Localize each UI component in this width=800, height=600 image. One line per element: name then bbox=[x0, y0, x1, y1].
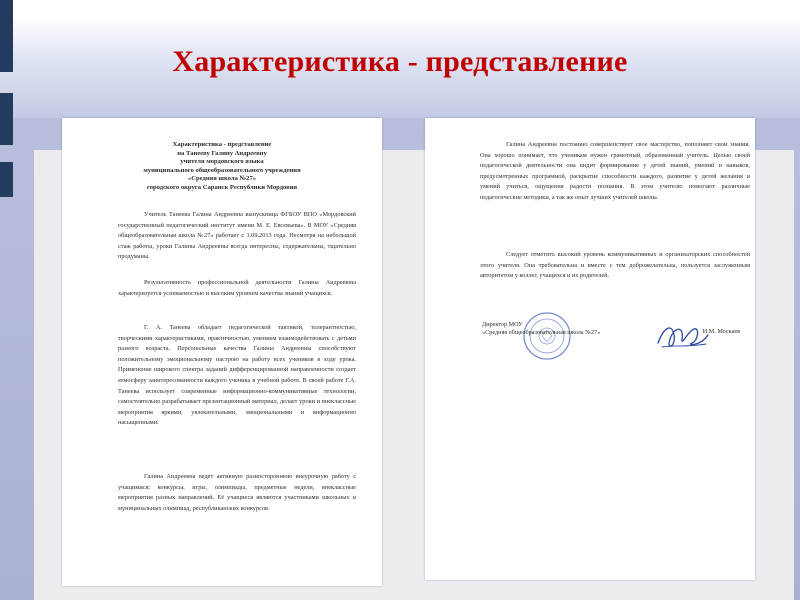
slide-title: Характеристика - представление bbox=[172, 45, 628, 78]
paragraph: Следует отметить высокий уровень коммуникативных и организаторских способностей этого учителя. Она требовательна и вместе с тем доброжелательна, пользуется заслуженным авторитетом у коллег, учащихся и их родителей. bbox=[480, 251, 750, 280]
signer-position-line: Директор МОУ bbox=[482, 321, 523, 328]
paragraph: Г. А. Танеева обладает педагогической тактикой, толерантностью, творческими характеристиками, практичностью, умением взаимодействовать с детьми разного возраста. Персональные качества Галины Андреевны способствуют положительному эмоциональному настрою на работу всех учеников в ходе урока. Применение широкого спектра заданий дифференцированной направленности создает атмосферу заинтересованности каждого ученика в учебной работе. В своей работе Г.А. Танеева использует современные информационно-коммуникативные технологии, самостоятельно разрабатывает презентационный материал, делает уроки и внеклассные мероприятия яркими, увлекательными, эмоциональными и информационно насыщенными. bbox=[118, 324, 356, 427]
header-line: городского округа Саранск Республики Мордовия bbox=[146, 183, 298, 191]
signer-name: И.М. Москаев bbox=[702, 328, 740, 335]
header-line: Характеристика - представление bbox=[172, 141, 272, 148]
signer-position bbox=[482, 321, 632, 337]
document-page-1 bbox=[62, 118, 382, 586]
header-line: «Средняя школа №27» bbox=[187, 175, 257, 183]
left-bar-2 bbox=[0, 93, 13, 145]
left-decoration bbox=[0, 0, 14, 600]
document-header bbox=[76, 141, 368, 193]
signature-block bbox=[482, 317, 752, 357]
paragraph: Учитель Танеева Галина Андреевна выпускница ФГБОУ ВПО «Мордовский государственный педагогический институт имени М. Е. Евсевьева». В МОУ «Средняя общеобразовательная школа №27» работает с 1.09.2013 года. Несмотря на небольшой стаж работы, уроки Галины Андреевны всегда интересны, содержательны, тщательно продуманы. bbox=[118, 211, 356, 261]
header-line: муниципального общеобразовательного учреждения bbox=[143, 166, 301, 174]
header-line: на Танееву Галину Андреевну bbox=[177, 149, 267, 157]
signer-position-line: «Средняя общеобразовательная школа №27» bbox=[482, 329, 601, 337]
left-bar-3 bbox=[0, 162, 13, 197]
paragraph: Галина Андреевна ведет активную разностороннюю внеурочную работу с учащимися: конкурсы, игры, олимпиады, предметные недели, внеклассные мероприятия разных направлений. Её учащиеся являются участниками школьных и муниципальных олимпиад, республиканских конкурсов. bbox=[118, 473, 356, 512]
paragraph: Результативность профессиональной деятельности Галины Андреевны характеризуется успеваемостью и высоким уровнем качества знаний учащихся. bbox=[118, 279, 356, 297]
document-page-2 bbox=[425, 118, 755, 580]
header-line: учителя мордовского языка bbox=[180, 158, 264, 166]
paragraph: Галина Андреевна постоянно совершенствует свое мастерство, пополняет свои знания. Она хорошо понимает, что ученикам нужен грамотный, образованный учитель. Целью своей педагогической деятельности она видит формирование у детей знаний, умений и навыков, предусмотренных программой, раскрытие способности каждого, развитие у детей желания и умений учиться, ощущения радости познания. В этом учителю помогают различные педагогические методики, а так же опыт лучших учителей школы. bbox=[480, 141, 750, 201]
